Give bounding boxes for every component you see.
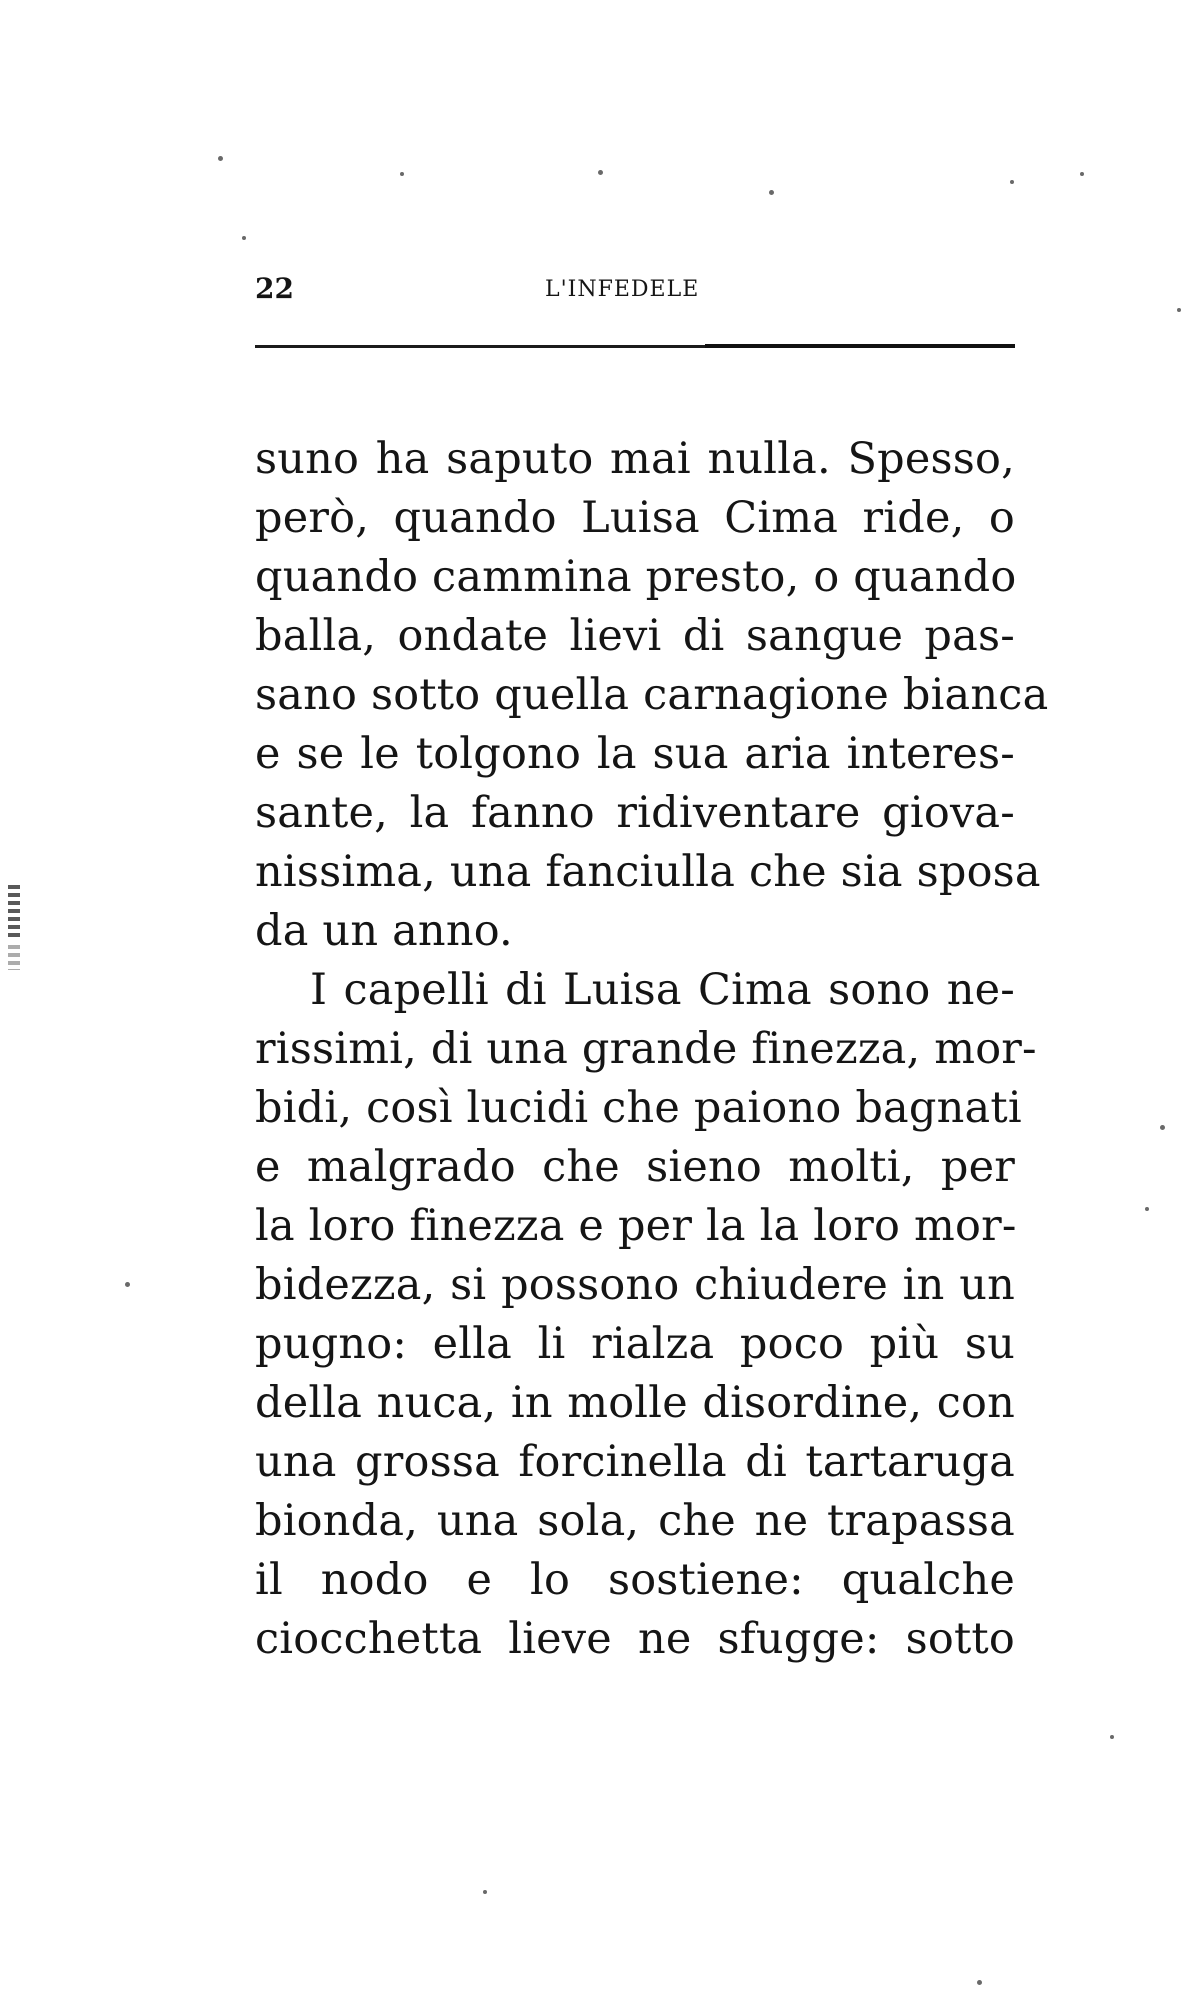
paper-speck	[1160, 1125, 1165, 1130]
paper-speck	[125, 1282, 130, 1287]
text-line: rissimi, di una grande finezza, mor-	[255, 1024, 1037, 1074]
text-line: e se le tolgono la sua aria interes-	[255, 729, 1015, 779]
text-line: pugno: ella li rialza poco più su	[255, 1319, 1015, 1369]
text-line: quando cammina presto, o quando	[255, 552, 1017, 602]
paper-speck	[1010, 180, 1014, 184]
margin-scan-artifact	[5, 885, 25, 975]
text-line: la loro finezza e per la la loro mor-	[255, 1201, 1017, 1251]
page-header	[255, 272, 1015, 320]
text-line: suno ha saputo mai nulla. Spesso,	[255, 434, 1015, 484]
paper-speck	[1080, 172, 1084, 176]
text-line: bidi, così lucidi che paiono bagnati	[255, 1083, 1022, 1133]
text-line: però, quando Luisa Cima ride, o	[255, 493, 1015, 543]
paper-speck	[483, 1890, 487, 1894]
body-text	[255, 430, 1049, 1669]
paper-speck	[242, 236, 246, 240]
paper-speck	[1145, 1207, 1149, 1211]
paper-speck	[977, 1980, 982, 1985]
text-line: I capelli di Luisa Cima sono ne-	[310, 965, 1015, 1015]
text-line: e malgrado che sieno molti, per	[255, 1142, 1015, 1192]
text-line: sano sotto quella carnagione bianca	[255, 670, 1049, 720]
paper-speck	[1110, 1735, 1114, 1739]
text-line: una grossa forcinella di tartaruga	[255, 1437, 1015, 1487]
text-line: da un anno.	[255, 906, 513, 956]
text-line: bidezza, si possono chiudere in un	[255, 1260, 1015, 1310]
text-line: il nodo e lo sostiene: qualche	[255, 1555, 1015, 1605]
text-line: balla, ondate lievi di sangue pas-	[255, 611, 1015, 661]
text-line: nissima, una fanciulla che sia sposa	[255, 847, 1041, 897]
paper-speck	[400, 172, 404, 176]
text-line: bionda, una sola, che ne trapassa	[255, 1496, 1015, 1546]
paper-speck	[1177, 308, 1181, 312]
header-rule	[255, 345, 1015, 348]
paper-speck	[598, 170, 603, 175]
text-line: ciocchetta lieve ne sfugge: sotto	[255, 1614, 1015, 1664]
text-line: della nuca, in molle disordine, con	[255, 1378, 1015, 1428]
text-line: sante, la fanno ridiventare giova-	[255, 788, 1015, 838]
page-number: 22	[255, 272, 294, 305]
paper-speck	[218, 156, 223, 161]
running-title: L'INFEDELE	[545, 277, 700, 302]
paper-speck	[769, 190, 774, 195]
